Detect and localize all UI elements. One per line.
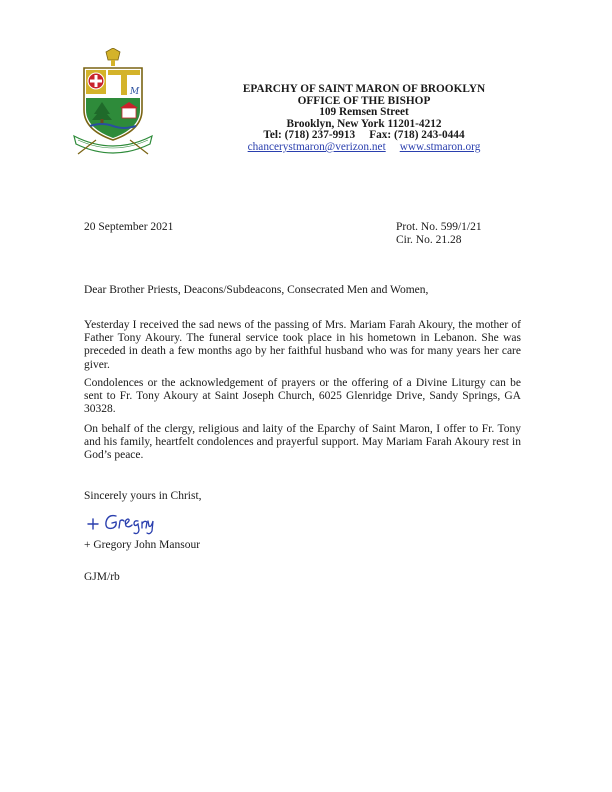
typist-initials: GJM/rb <box>84 571 120 583</box>
letterhead <box>214 84 514 154</box>
eparchy-coat-of-arms-icon <box>72 48 154 160</box>
signer-name: + Gregory John Mansour <box>84 539 201 551</box>
svg-text:M: M <box>130 87 140 97</box>
org-name: EPARCHY OF SAINT MARON OF BROOKLYN <box>242 83 486 95</box>
city-address: Brooklyn, New York 11201-4212 <box>286 117 442 130</box>
email-link[interactable]: chancerystmaron@verizon.net <box>247 140 386 153</box>
letter-date: 20 September 2021 <box>84 221 174 233</box>
body-paragraph: On behalf of the clergy, religious and laity of the Eparchy of Saint Maron, I offer to Fr. Tony and his family, heartfelt condolences and prayerful support. May Mariam Farah Akoury rest in God’s peace. <box>84 423 521 462</box>
street-address: 109 Remsen Street <box>319 106 409 119</box>
reference-block <box>396 221 482 247</box>
phone-number: Tel: (718) 237-9913 <box>263 129 356 142</box>
body-paragraph: Yesterday I received the sad news of the passing of Mrs. Mariam Farah Akoury, the mother of Father Tony Akoury. The funeral service took place in his hometown in Lebanon. She was preceded in death a few months ago by her faithful husband who was for many years her care giver. <box>84 319 521 371</box>
circular-number: Cir. No. 21.28 <box>396 234 462 247</box>
handwritten-signature <box>82 506 172 536</box>
website-link[interactable]: www.stmaron.org <box>399 140 481 153</box>
prot-number: Prot. No. 599/1/21 <box>396 221 482 233</box>
office-name: OFFICE OF THE BISHOP <box>297 94 431 107</box>
closing: Sincerely yours in Christ, <box>84 490 202 502</box>
web-line <box>214 142 514 154</box>
salutation: Dear Brother Priests, Deacons/Subdeacons, Consecrated Men and Women, <box>84 284 429 296</box>
body-paragraph: Condolences or the acknowledgement of prayers or the offering of a Divine Liturgy can be sent to Fr. Tony Akoury at Saint Joseph Church, 6025 Glenridge Drive, Sandy Springs, GA 30328. <box>84 377 521 416</box>
fax-number: Fax: (718) 243-0444 <box>369 129 465 142</box>
